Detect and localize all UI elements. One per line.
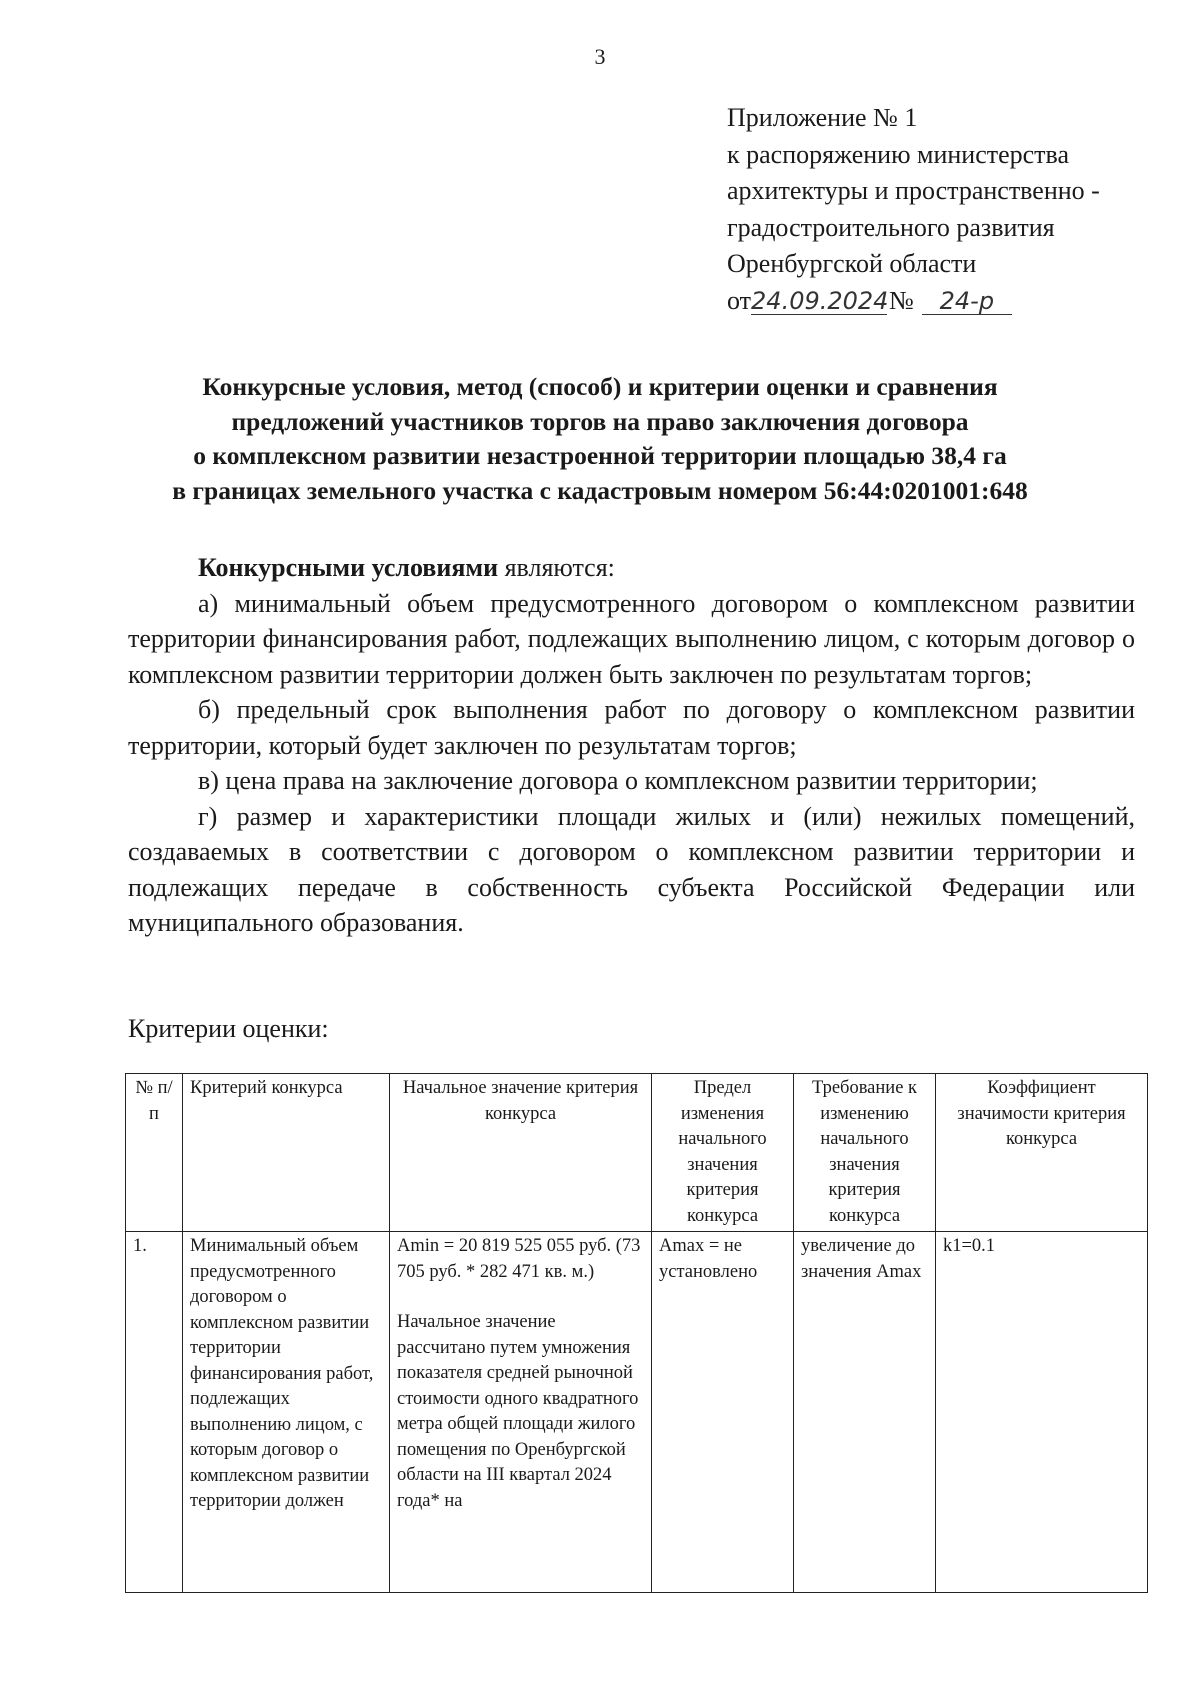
cell-num: 1. (126, 1232, 183, 1593)
conditions-lead-rest: являются: (498, 553, 615, 582)
header-requirement: Требование к изменению начального значения критерия конкурса (794, 1074, 936, 1232)
condition-item: г) размер и характеристики площади жилых и (или) нежилых помещений, создаваемых в соответствии с договором о комплексном развитии территории и подлежащих передаче в собственность субъекта Российской Федерации или муниципального образования. (128, 801, 1135, 937)
page-number: 3 (594, 44, 606, 69)
handwritten-date: 24.09.2024 (751, 286, 889, 315)
conditions-lead-bold: Конкурсными условиями (198, 553, 499, 582)
header-coefficient: Коэффициент значимости критерия конкурса (936, 1074, 1148, 1232)
document-title (100, 370, 1100, 508)
condition-item: в) цена права на заключение договора о комплексном развитии территории; (198, 766, 1038, 795)
date-prefix: от (727, 285, 752, 315)
appendix-line: архитектуры и пространственно - (727, 176, 1100, 205)
title-line: предложений участников торгов на право заключения договора (231, 406, 969, 436)
header-criterion: Критерий конкурса (183, 1074, 390, 1232)
cell-initial-value (390, 1232, 652, 1593)
appendix-line: к распоряжению министерства (727, 139, 1070, 169)
criteria-table (125, 1073, 1148, 1593)
initial-value-formula: Amin = 20 819 525 055 руб. (73 705 руб. * 282 471 кв. м.) (397, 1236, 641, 1282)
criteria-label: Критерии оценки: (128, 1014, 329, 1043)
table-row (126, 1232, 1148, 1593)
initial-value-explanation: Начальное значение рассчитано путем умножения показателя средней рыночной стоимости одного квадратного метра общей площади жилого помещения по Оренбургской области на III квартал 2024 года* на (397, 1312, 639, 1511)
header-num: № п/п (126, 1074, 183, 1232)
header-limit: Предел изменения начального значения критерия конкурса (652, 1074, 794, 1232)
conditions-lead (128, 550, 1135, 586)
appendix-block (727, 100, 1167, 319)
appendix-line: градостроительного развития (727, 212, 1055, 242)
conditions-section (128, 550, 1135, 941)
condition-item: а) минимальный объем предусмотренного договором о комплексном развитии территории финансирования работ, подлежащих выполнению лицом, с которым договор о комплексном развитии территории должен быть заключен по результатам торгов; (128, 588, 1135, 689)
appendix-line: Оренбургской области (727, 249, 977, 278)
table-header-row (126, 1074, 1148, 1232)
cell-gap (397, 1285, 644, 1310)
cell-coefficient: k1=0.1 (936, 1232, 1148, 1593)
header-initial-value: Начальное значение критерия конкурса (390, 1074, 652, 1232)
title-line: Конкурсные условия, метод (способ) и критерии оценки и сравнения (202, 372, 998, 401)
title-line: о комплексном развитии незастроенной территории площадью 38,4 га (193, 441, 1007, 470)
cell-requirement: увеличение до значения Amax (794, 1232, 936, 1593)
cell-criterion: Минимальный объем предусмотренного договором о комплексном развитии территории финансирования работ, подлежащих выполнению лицом, с которым договор о комплексном развитии территории должен (183, 1232, 390, 1593)
title-line: в границах земельного участка с кадастровым номером 56:44:0201001:648 (172, 475, 1028, 505)
appendix-date-line (727, 283, 1167, 320)
appendix-line: Приложение № 1 (727, 103, 918, 132)
condition-item: б) предельный срок выполнения работ по договору о комплексном развитии территории, который будет заключен по результатам торгов; (128, 695, 1135, 760)
cell-limit: Amax = не установлено (652, 1232, 794, 1593)
number-label: № (889, 285, 914, 315)
handwritten-number: 24-р (922, 288, 1012, 315)
